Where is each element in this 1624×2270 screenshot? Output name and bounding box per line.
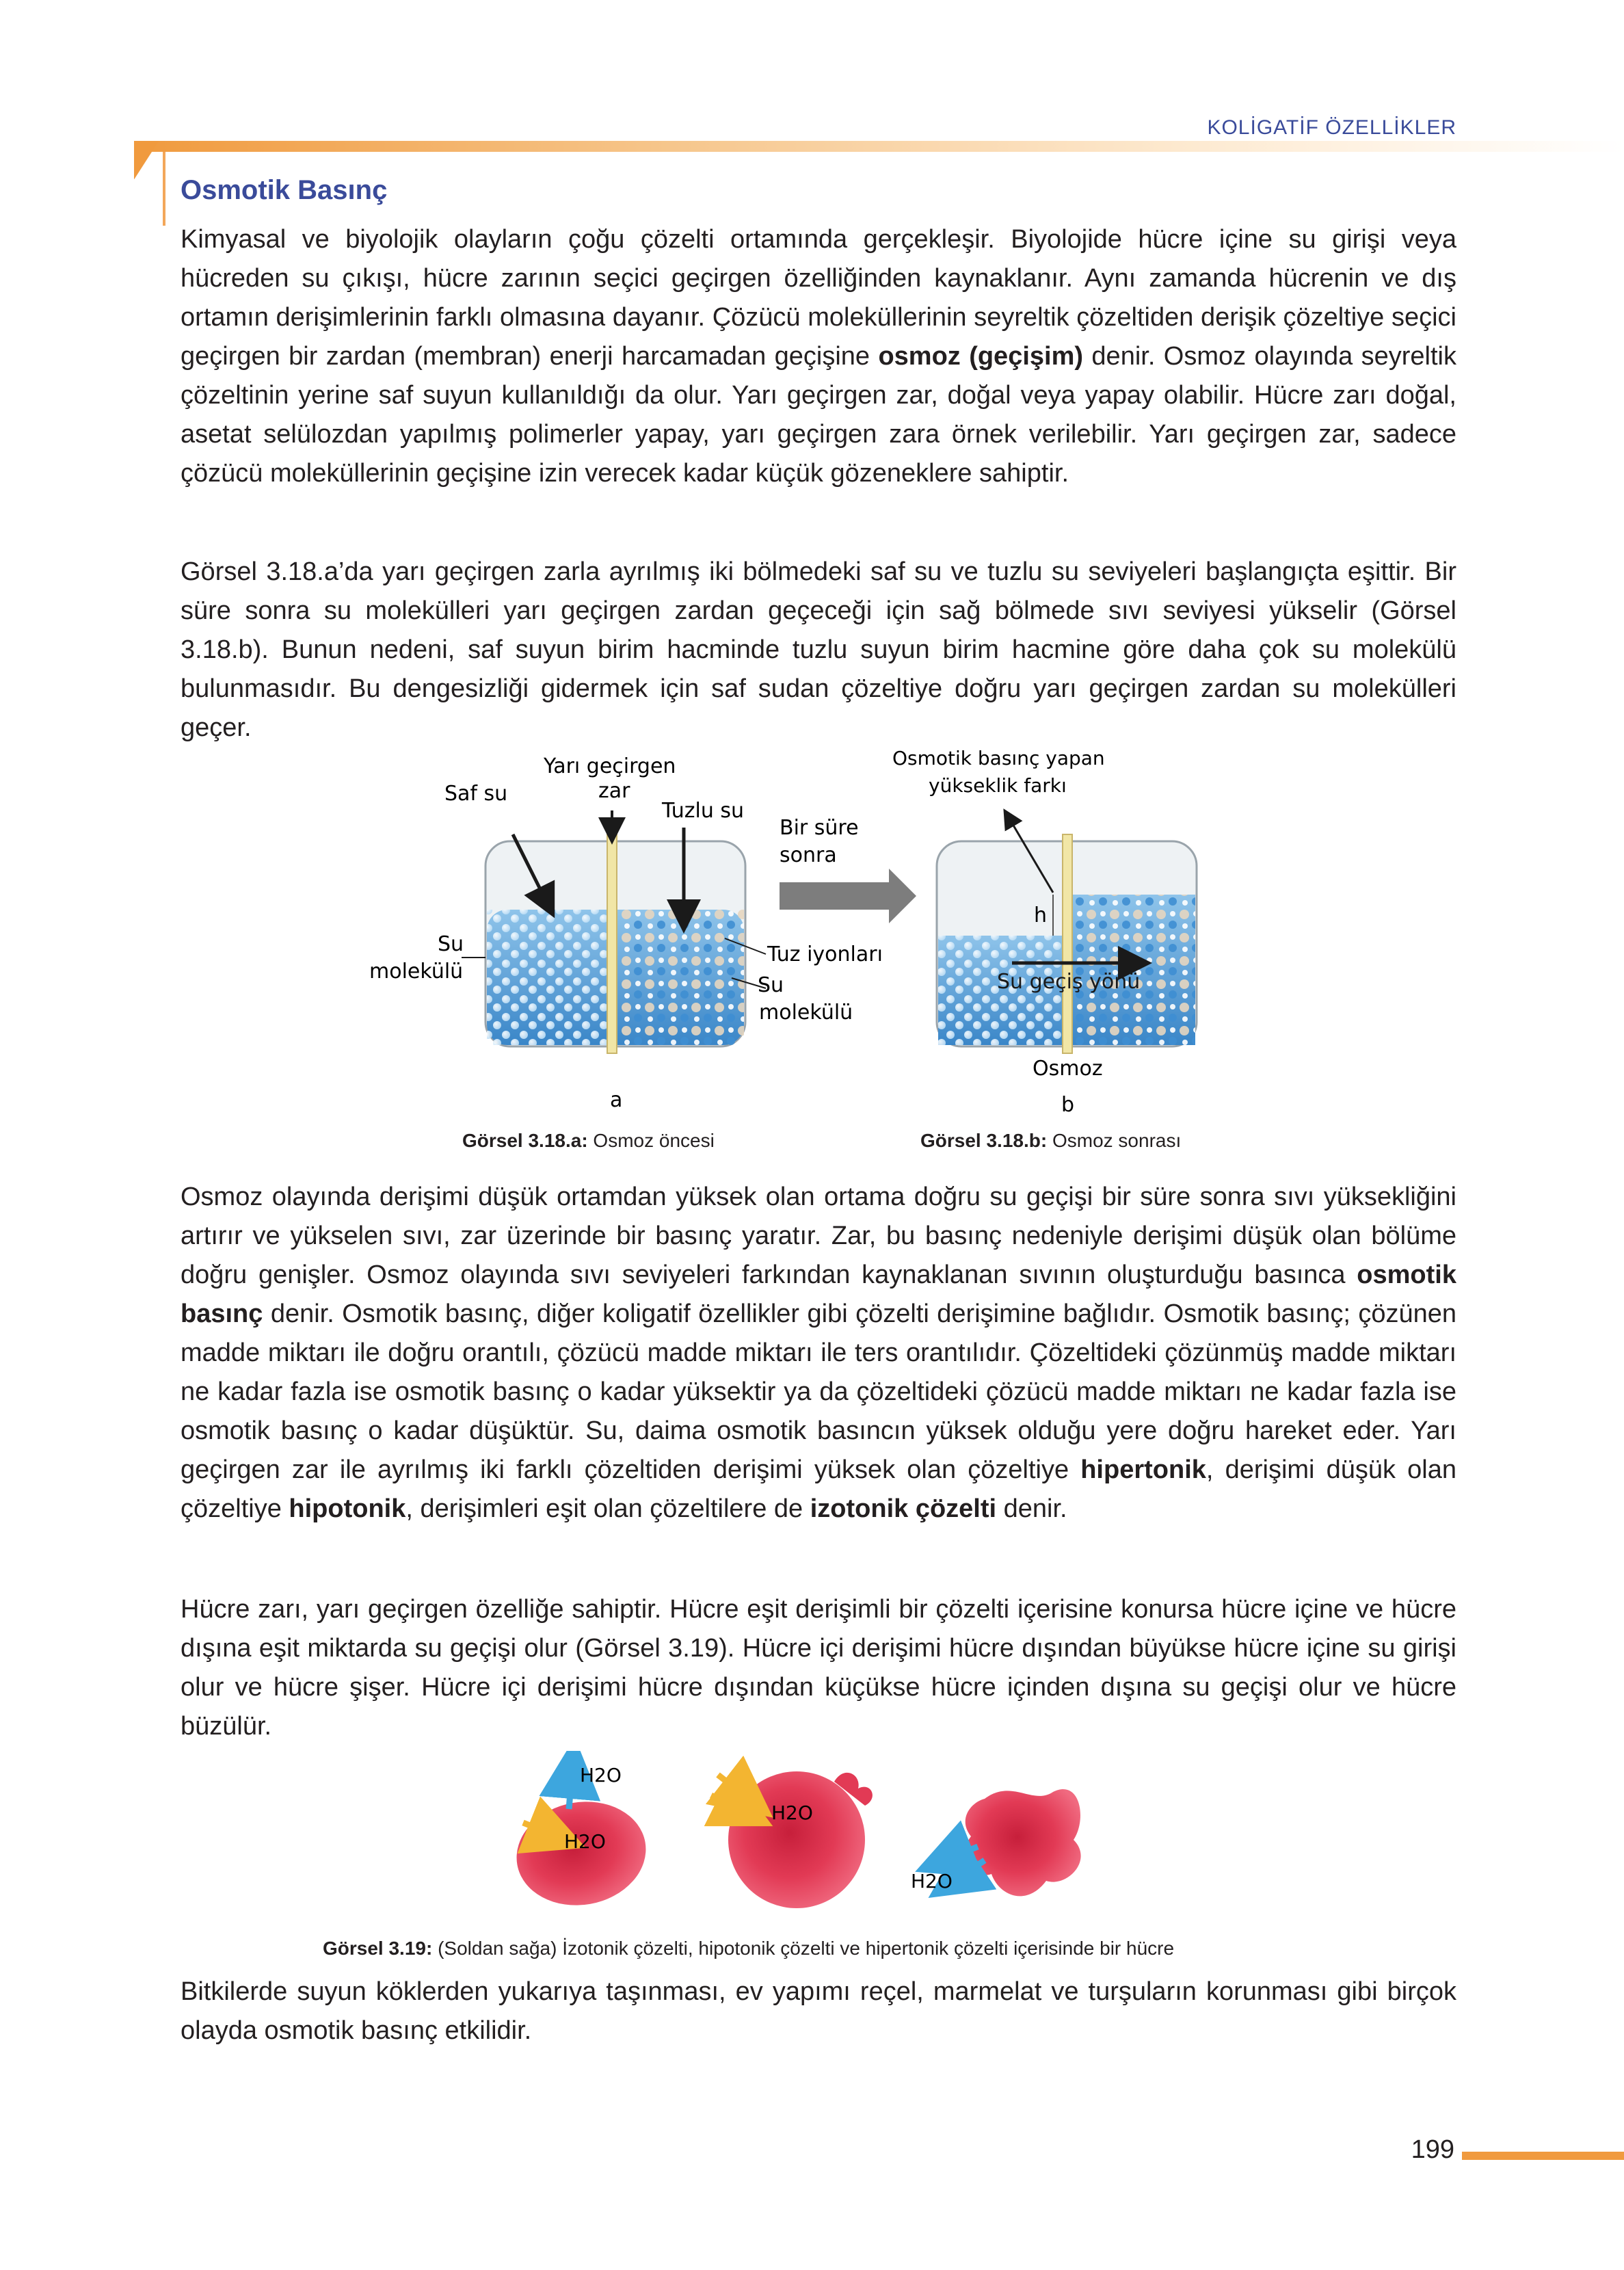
- h2o-label-3: H2O: [771, 1802, 813, 1824]
- label-zar-line1: Yarı geçirgen: [544, 754, 676, 778]
- paragraph-osmotik-basinc: Osmoz olayında derişimi düşük ortamdan yüksek olan ortama doğru su geçişi bir süre sonra sıvı yüksekliğini artırır ve yükselen sıvı, zar üzerinde bir basınç yaratır. Zar, bu basınç nedeniyle derişimi düşük olan bölüme doğru genişler. Osmoz olayında sıvı seviyeleri farkından kaynaklanan sıvının oluşturduğu basınca osmotik basınç denir. Osmotik basınç, diğer koligatif özellikler gibi çözelti derişimine bağlıdır. Osmotik basınç; çözünen madde miktarı ile doğru orantılı, çözücü madde miktarı ile ters orantılıdır. Çözeltideki çözünmüş madde miktarı ne kadar fazla ise osmotik basınç o kadar yüksektir ya da çözeltideki çözücü madde miktarı ne kadar fazla ise osmotik basınç o kadar düşüktür. Su, daima osmotik basıncın yüksek olduğu yere doğru hareket eder. Yarı geçirgen zar ile ayrılmış iki farklı çözeltiden derişimi yüksek olan çözeltiye hipertonik, derişimi düşük olan çözeltiye hipotonik, derişimleri eşit olan çözeltilere de izotonik çözelti denir.: [181, 1183, 1457, 1523]
- cell-isotonic: [508, 1764, 654, 1915]
- label-tuzlu-su: Tuzlu su: [662, 799, 745, 823]
- label-tuz-iyonlari: Tuz iyonları: [767, 942, 883, 966]
- caption-319: Görsel 3.19: (Soldan sağa) İzotonik çözelti, hipotonik çözelti ve hipertonik çözelti içerisinde bir hücre: [323, 1938, 1175, 1959]
- paragraph-gorsel-318: Görsel 3.18.a’da yarı geçirgen zarla ayrılmış iki bölmedeki saf su ve tuzlu su seviyeleri başlangıçta eşittir. Bir süre sonra su molekülleri yarı geçirgen zardan geçeceği için sağ bölmede sıvı seviyesi yükselir (Görsel 3.18.b). Bunun nedeni, saf suyun birim hacminde tuzlu suyun birim hacmine göre daha çok su molekülü bulunmasıdır. Bu dengesizliği gidermek için saf sudan çözeltiye doğru yarı geçirgen zardan su molekülleri geçer.: [181, 557, 1456, 742]
- membrane-b: [1063, 834, 1072, 1053]
- label-osmotik-2: yükseklik farkı: [929, 774, 1067, 797]
- term-osmotik-basinc: osmotik basınç: [181, 1261, 1456, 1328]
- cell-hypertonic: [911, 1789, 1081, 1896]
- figure-3-18: [342, 745, 1231, 1142]
- label-bir-sure-1: Bir süre: [780, 816, 859, 840]
- h2o-label-4: H2O: [911, 1870, 953, 1892]
- header-rule: [134, 141, 1624, 152]
- term-hipertonik: hipertonik: [1080, 1455, 1206, 1484]
- label-su-right-1: Su: [758, 973, 784, 997]
- running-header: KOLİGATİF ÖZELLİKLER: [1207, 116, 1456, 139]
- caption-318b: Görsel 3.18.b: Osmoz sonrası: [920, 1130, 1182, 1151]
- label-gecis-yonu: Su geçiş yönü: [997, 970, 1141, 994]
- label-b: b: [1061, 1093, 1075, 1117]
- label-su-right-2: molekülü: [759, 1001, 853, 1025]
- header-corner: [134, 141, 159, 179]
- label-h: h: [1034, 903, 1048, 927]
- membrane-a: [607, 834, 617, 1053]
- h2o-label-2: H2O: [564, 1830, 606, 1853]
- figure-3-19: [506, 1751, 1121, 1929]
- label-osmoz: Osmoz: [1033, 1057, 1103, 1081]
- cell-hypotonic: [711, 1771, 873, 1908]
- page-number: 199: [1411, 2135, 1454, 2164]
- paragraph-bitkiler: Bitkilerde suyun köklerden yukarıya taşınması, ev yapımı reçel, marmelat ve turşuların korunması gibi birçok olayda osmotik basınç etkilidir.: [181, 1977, 1456, 2045]
- label-zar-line2: zar: [598, 779, 630, 803]
- section-marker: [163, 152, 165, 226]
- beaker-b: [937, 834, 1197, 1053]
- term-osmoz: osmoz (geçişim): [878, 342, 1084, 371]
- page-number-rule: [1462, 2152, 1624, 2160]
- term-hipotonik: hipotonik: [289, 1494, 406, 1523]
- process-arrow: [780, 869, 916, 923]
- label-saf-su: Saf su: [444, 782, 508, 806]
- paragraph-hucre-zari: Hücre zarı, yarı geçirgen özelliğe sahiptir. Hücre eşit derişimli bir çözelti içerisine konursa hücre içine ve hücre dışına eşit miktarda su geçişi olur (Görsel 3.19). Hücre içi derişimi hücre dışından büyükse hücre içine su girişi olur ve hücre şişer. Hücre içi derişimi hücre dışından küçükse hücre içinden dışına su geçişi olur ve hücre büzülür.: [181, 1595, 1456, 1741]
- label-a: a: [610, 1088, 623, 1112]
- label-osmotik-1: Osmotik basınç yapan: [892, 747, 1105, 769]
- label-bir-sure-2: sonra: [780, 843, 837, 867]
- label-su-left-1: Su: [438, 932, 464, 956]
- paragraph-osmoz: Kimyasal ve biyolojik olayların çoğu çözelti ortamında gerçekleşir. Biyolojide hücre içine su girişi veya hücreden su çıkışı, hücre zarının seçici geçirgen özelliğinden kaynaklanır. Aynı zamanda hücrenin ve dış ortamın derişimlerinin farklı olmasına dayanır. Çözücü moleküllerinin seyreltik çözeltiden derişik çözeltiye seçici geçirgen bir zardan (membran) enerji harcamadan geçişine osmoz (geçişim) denir. Osmoz olayında seyreltik çözeltinin yerine saf suyun kullanıldığı da olur. Yarı geçirgen zar, doğal veya yapay olabilir. Hücre zarı doğal, asetat selülozdan yapılmış polimerler yapay, yarı geçirgen zara örnek verilebilir. Yarı geçirgen zar, sadece çözücü moleküllerinin geçişine izin verecek kadar küçük gözeneklere sahiptir.: [181, 225, 1456, 488]
- label-su-left-2: molekülü: [369, 960, 464, 984]
- term-izotonik: izotonik çözelti: [810, 1494, 997, 1523]
- beaker-a: [485, 834, 745, 1053]
- h2o-label-1: H2O: [580, 1764, 622, 1786]
- section-title: Osmotik Basınç: [181, 175, 388, 205]
- caption-318a: Görsel 3.18.a: Osmoz öncesi: [462, 1130, 715, 1151]
